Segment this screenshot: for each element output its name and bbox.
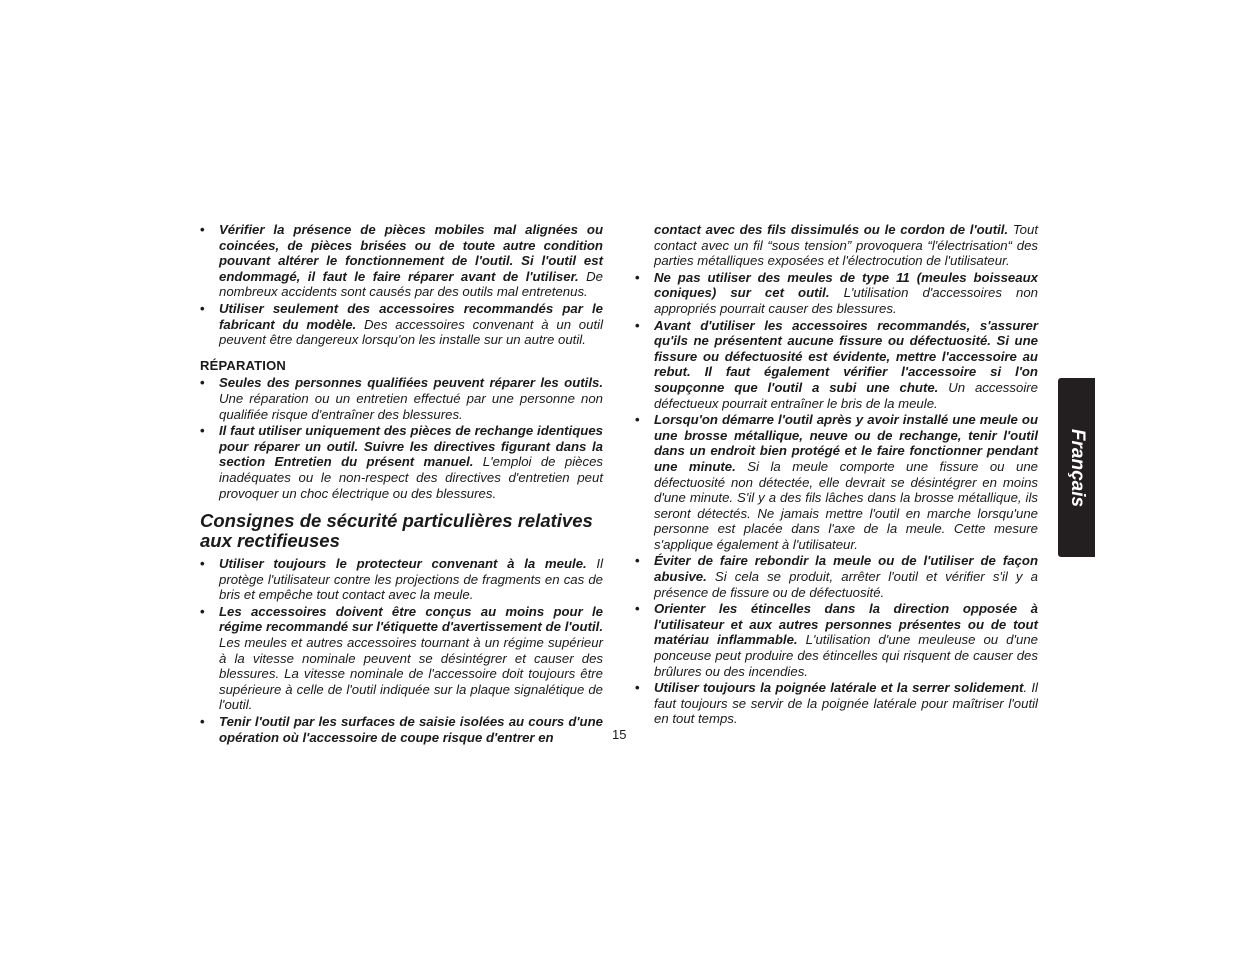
right-column: [635, 222, 1038, 728]
bullet: •: [635, 680, 640, 696]
item-bold-text: Tenir l'outil par les surfaces de saisie isolées au cours d'une opération où l'accessoire de coupe risque d'entrer en: [219, 714, 603, 745]
bullet: •: [635, 317, 640, 333]
item-bold-text: Utiliser seulement des accessoires recommandés par le fabricant du modèle.: [219, 300, 603, 332]
list-item: [635, 318, 1038, 412]
list-item: [635, 553, 1038, 600]
list-item: [200, 375, 603, 422]
section-heading-repair: RÉPARATION: [200, 357, 287, 373]
bullet: •: [200, 603, 205, 619]
item-bold-text: Éviter de faire rebondir la meule ou de l'utiliser de façon abusive.: [654, 553, 1038, 585]
bullet: •: [635, 412, 640, 428]
list-item: [635, 412, 1038, 552]
item-bold-text: Vérifier la présence de pièces mobiles mal alignées ou coincées, de pièces brisées ou de toute autre condition pouvant altérer le fonctionnement de l'outil. Si l'outil est endommagé, il faut le faire réparer avant de l'utiliser.: [219, 222, 603, 284]
language-tab-label: Français: [1066, 428, 1088, 507]
item-text: De nombreux accidents sont causés par des outils mal entretenus.: [219, 268, 603, 300]
list-item: [200, 604, 603, 713]
list-item: [635, 601, 1038, 679]
item-text: L'utilisation d'accessoires non appropriés pourrait causer des blessures.: [654, 285, 1038, 316]
list-item: [200, 301, 603, 348]
item-text: Si cela se produit, arrêter l'outil et vérifier s'il y a présence de fissure ou de défectuosité.: [654, 569, 1038, 600]
bullet: •: [200, 375, 205, 391]
item-text: Une réparation ou un entretien effectué par une personne non qualifiée risque d'entraîner des blessures.: [219, 390, 603, 422]
list-item: [200, 222, 603, 300]
item-text: Des accessoires convenant à un outil peuvent être dangereux lorsqu'on les installe sur un autre outil.: [219, 316, 603, 348]
list-item: [200, 423, 603, 501]
list-item: [200, 556, 603, 603]
item-text: Les meules et autres accessoires tournant à un régime supérieur à la vitesse nominale peuvent se désintégrer et causer des blessures. La vitesse nominale de l'accessoire doit toujours être supérieure à celle de l'outil indiquée sur la plaque signalétique de l'outil.: [219, 635, 603, 713]
item-bold-text: contact avec des fils dissimulés ou le cordon de l'outil.: [654, 222, 1009, 237]
bullet: •: [635, 601, 640, 617]
item-bold-text: Les accessoires doivent être conçus au moins pour le régime recommandé sur l'étiquette d'avertissement de l'outil.: [219, 603, 603, 635]
item-bold-text: Orienter les étincelles dans la direction opposée à l'utilisateur et aux autres personnes présentes ou de tout matériau inflammable.: [654, 601, 1038, 648]
list-item: [200, 714, 603, 745]
item-text: Tout contact avec un fil “sous tension” provoquera “l'électrisation“ des parties métalliques exposées et l'électrocution de l'utilisateur.: [654, 222, 1039, 269]
item-bold-text: Seules des personnes qualifiées peuvent réparer les outils.: [219, 375, 603, 391]
item-text: Il protège l'utilisateur contre les projections de fragments en cas de bris et empêche tout contact avec la meule.: [219, 556, 604, 603]
bullet: •: [635, 269, 640, 285]
item-text: . Il faut toujours se servir de la poignée latérale pour maîtriser l'outil en tout temps.: [654, 680, 1038, 727]
list-item: [635, 680, 1038, 727]
item-text: L'emploi de pièces inadéquates ou le non-respect des directives d'entretien peut provoquer un choc électrique ou des blessures.: [219, 454, 604, 501]
bullet: •: [200, 556, 205, 572]
bullet: •: [200, 300, 205, 316]
list-item-continuation: [635, 222, 1038, 269]
item-bold-text: Utiliser toujours le protecteur convenant à la meule.: [219, 556, 587, 572]
section-heading-grinders: Consignes de sécurité particulières relatives aux rectifieuses: [200, 510, 593, 552]
page-number: 15: [612, 727, 627, 742]
item-text: Si la meule comporte une fissure ou une défectuosité non détectée, elle devrait se désintégrer en moins d'une minute. S'il y a des fils lâches dans la brosse métallique, ils seront détectés. Ne jamais mettre l'outil en marche lorsqu'une personne est placée dans l'axe de la meule. Cette mesure s'applique également à l'utilisateur.: [654, 458, 1038, 552]
left-column: [200, 222, 603, 746]
bullet: •: [635, 553, 640, 569]
language-tab: [1058, 378, 1095, 557]
item-bold-text: Lorsqu'on démarre l'outil après y avoir installé une meule ou une brosse métallique, neuve ou de rechange, tenir l'outil dans un endroit bien protégé et le faire fonctionner pendant une minute.: [654, 412, 1038, 474]
item-text: Un accessoire défectueux pourrait entraîner le bris de la meule.: [654, 379, 1038, 411]
bullet: •: [200, 222, 205, 237]
item-text: L'utilisation d'une meuleuse ou d'une ponceuse peut produire des étincelles qui risquent de causer des brûlures ou des incendies.: [654, 632, 1038, 679]
list-item: [635, 270, 1038, 317]
item-bold-text: Utiliser toujours la poignée latérale et la serrer solidement: [654, 680, 1024, 696]
item-bold-text: Avant d'utiliser les accessoires recommandés, s'assurer qu'ils ne présentent aucune fissure ou défectuosité. Si une fissure ou défectuosité est évidente, mettre l'accessoire au rebut. Il faut également vérifier l'accessoire si l'on soupçonne que l'outil a subi une chute.: [654, 317, 1038, 395]
bullet: •: [200, 714, 205, 730]
item-bold-text: Ne pas utiliser des meules de type 11 (meules boisseaux coniques) sur cet outil.: [654, 269, 1038, 301]
bullet: •: [200, 423, 205, 439]
item-bold-text: Il faut utiliser uniquement des pièces de rechange identiques pour réparer un outil. Suivre les directives figurant dans la section Entretien du présent manuel.: [219, 423, 603, 470]
